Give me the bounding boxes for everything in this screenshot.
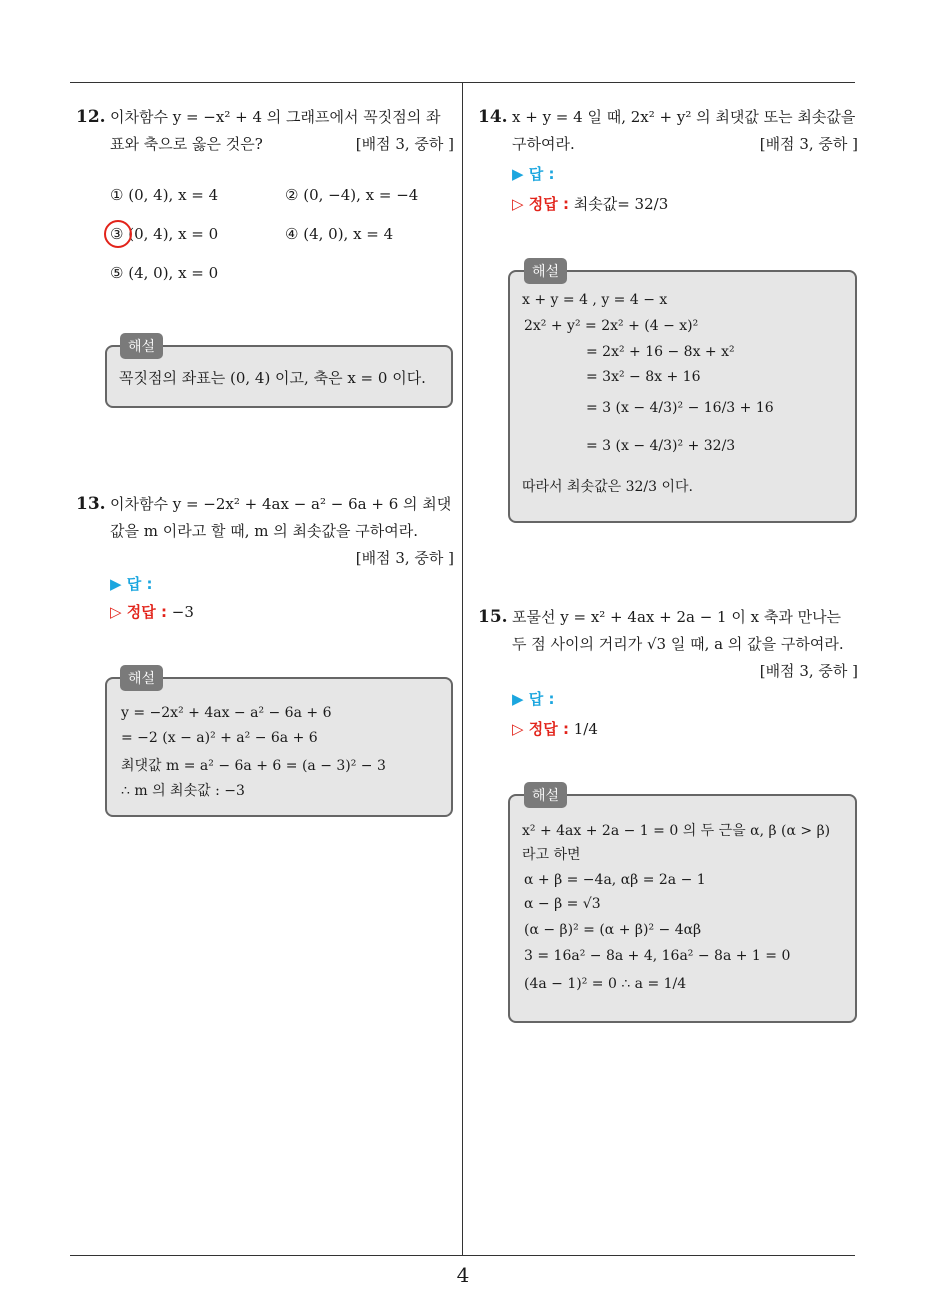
answer-row — [110, 573, 152, 594]
solution-value: 1/4 — [573, 720, 598, 738]
explanation-tag: 해설 — [120, 333, 163, 359]
explanation-line: = 3 (x − 4/3)² − 16/3 + 16 — [586, 400, 774, 416]
choice-3-label: ③ (0, 4), x = 0 — [110, 225, 219, 243]
question-meta: [배점 3, 중하 ] — [355, 549, 454, 567]
question-12 — [76, 104, 454, 158]
choice-4[interactable]: ④ (4, 0), x = 4 — [285, 225, 394, 243]
question-15 — [478, 604, 858, 685]
explanation-line: 3 = 16a² − 8a + 4, 16a² − 8a + 1 = 0 — [524, 948, 791, 964]
solution-row — [512, 718, 598, 739]
answer-label: ▶ 답 : — [512, 165, 555, 183]
explanation-line: 최댓값 m = a² − 6a + 6 = (a − 3)² − 3 — [121, 758, 386, 774]
column-divider — [462, 82, 463, 1255]
explanation-tag: 해설 — [524, 258, 567, 284]
answer-row — [512, 688, 554, 709]
question-meta: [배점 3, 중하 ] — [759, 135, 858, 153]
solution-label: ▷ 정답 : — [512, 195, 569, 213]
explanation-box-14 — [508, 270, 857, 523]
answer-row — [512, 163, 554, 184]
explanation-line: ∴ m 의 최솟값 : −3 — [121, 783, 245, 799]
explanation-line: x² + 4ax + 2a − 1 = 0 의 두 근을 α, β (α > β) — [522, 823, 831, 839]
explanation-line: 2x² + y² = 2x² + (4 − x)² — [524, 318, 699, 334]
explanation-line: = 3 (x − 4/3)² + 32/3 — [586, 438, 736, 454]
explanation-box-13 — [105, 677, 453, 817]
explanation-line: x + y = 4 , y = 4 − x — [522, 292, 668, 308]
solution-label: ▷ 정답 : — [110, 603, 167, 621]
solution-row — [512, 193, 668, 214]
question-14 — [478, 104, 858, 158]
explanation-line: y = −2x² + 4ax − a² − 6a + 6 — [121, 705, 332, 721]
question-number: 15. — [478, 607, 508, 627]
explanation-tag: 해설 — [524, 782, 567, 808]
explanation-line: (4a − 1)² = 0 ∴ a = 1/4 — [524, 976, 687, 992]
explanation-tag: 해설 — [120, 665, 163, 691]
choice-2[interactable]: ② (0, −4), x = −4 — [285, 186, 419, 204]
explanation-box-15 — [508, 794, 857, 1023]
question-number: 14. — [478, 107, 508, 127]
question-number: 12. — [76, 107, 106, 127]
answer-label: ▶ 답 : — [110, 575, 153, 593]
question-text: x + y = 4 일 때, 2x² + y² 의 최댓값 또는 최솟값을 구하여라. — [512, 108, 856, 153]
solution-label: ▷ 정답 : — [512, 720, 569, 738]
answer-label: ▶ 답 : — [512, 690, 555, 708]
explanation-line: = 3x² − 8x + 16 — [586, 369, 701, 385]
choice-1[interactable]: ① (0, 4), x = 4 — [110, 186, 219, 204]
selected-circle-mark — [104, 220, 132, 248]
choice-5[interactable]: ⑤ (4, 0), x = 0 — [110, 264, 219, 282]
solution-row — [110, 601, 194, 622]
page-number: 4 — [456, 1263, 470, 1287]
explanation-line: = −2 (x − a)² + a² − 6a + 6 — [121, 730, 318, 746]
question-meta: [배점 3, 중하 ] — [355, 135, 454, 153]
question-meta: [배점 3, 중하 ] — [759, 662, 858, 680]
bottom-rule — [70, 1255, 855, 1256]
explanation-line: (α − β)² = (α + β)² − 4αβ — [524, 922, 702, 938]
solution-value: −3 — [171, 603, 194, 621]
explanation-line: α − β = √3 — [524, 896, 601, 912]
explanation-line: 따라서 최솟값은 32/3 이다. — [522, 479, 693, 495]
explanation-text: 꼭짓점의 좌표는 (0, 4) 이고, 축은 x = 0 이다. — [119, 369, 426, 387]
question-text: 이차함수 y = −2x² + 4ax − a² − 6a + 6 의 최댓값을 m 이라고 할 때, m 의 최솟값을 구하여라. — [110, 495, 452, 540]
explanation-line: = 2x² + 16 − 8x + x² — [586, 344, 735, 360]
solution-value: 최솟값= 32/3 — [573, 195, 669, 213]
question-text: 이차함수 y = −x² + 4 의 그래프에서 꼭짓점의 좌표와 축으로 옳은 것은? — [110, 108, 441, 153]
explanation-line: α + β = −4a, αβ = 2a − 1 — [524, 872, 706, 888]
choice-3[interactable] — [110, 225, 218, 243]
explanation-line: 라고 하면 — [522, 847, 581, 863]
question-number: 13. — [76, 494, 106, 514]
question-text: 포물선 y = x² + 4ax + 2a − 1 이 x 축과 만나는 두 점 사이의 거리가 √3 일 때, a 의 값을 구하여라. — [512, 608, 844, 653]
question-13 — [76, 491, 454, 572]
